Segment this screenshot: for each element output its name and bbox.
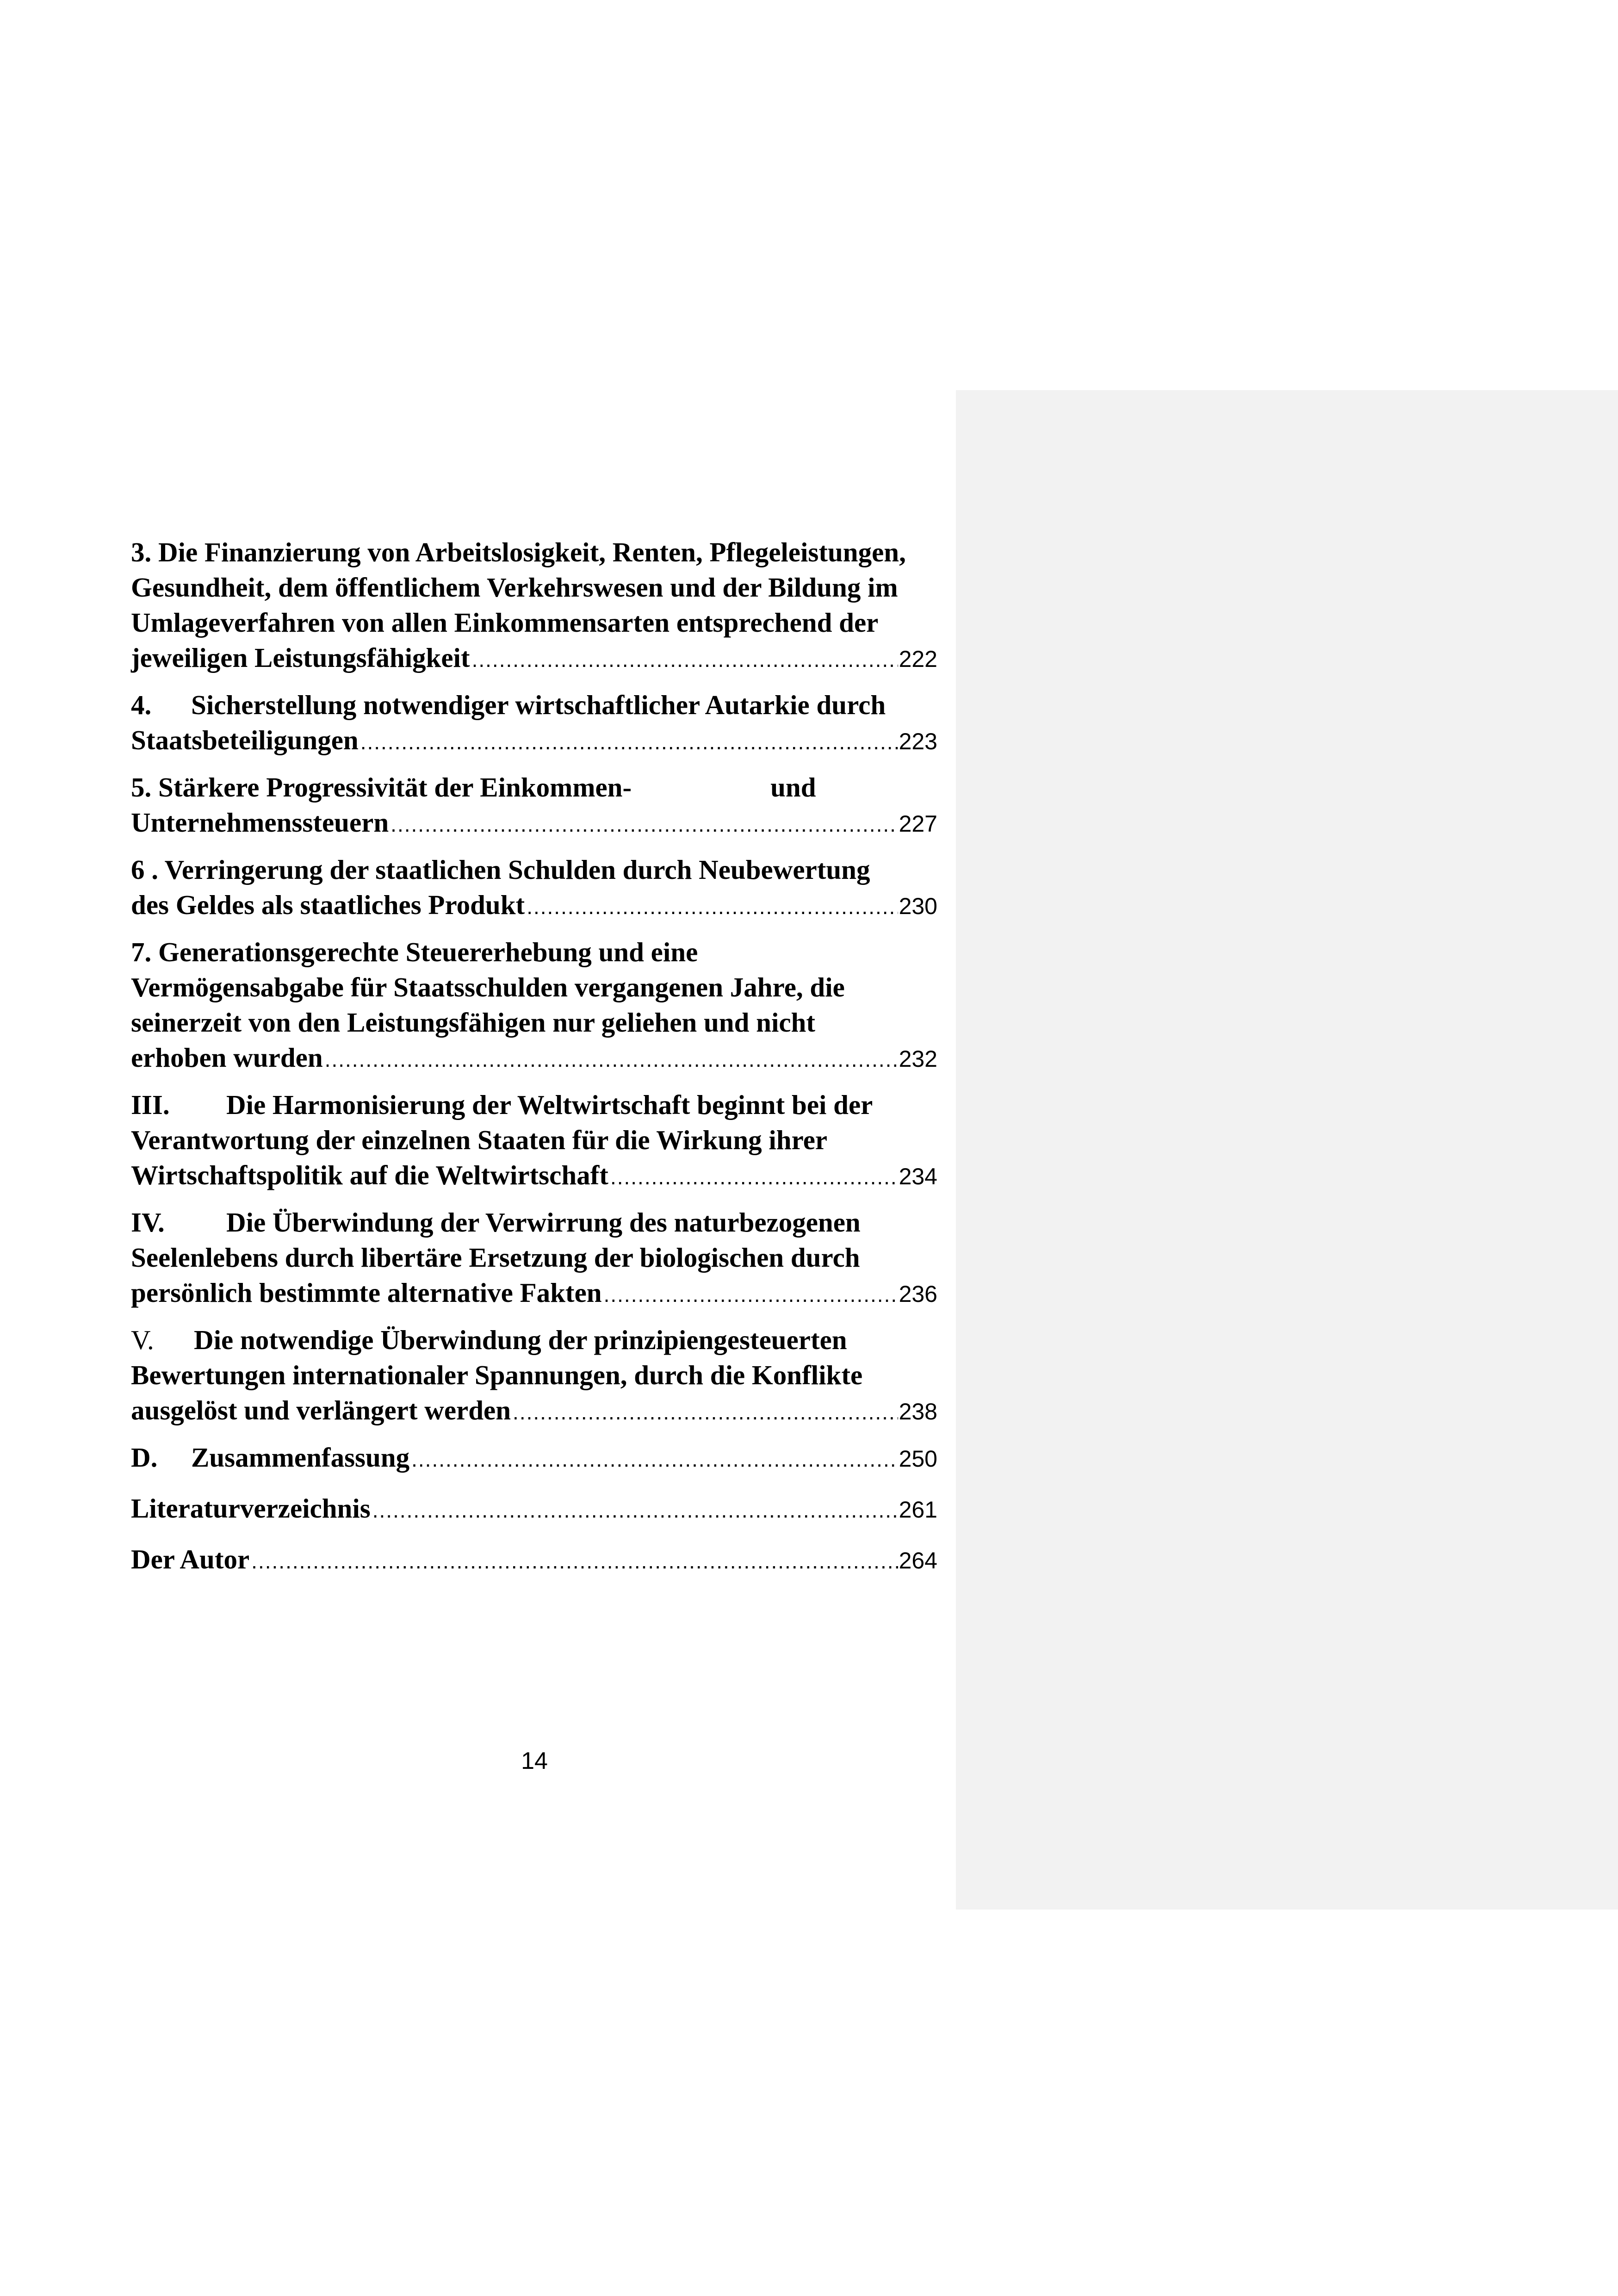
- toc-entry-6-line-2: des Geldes als staatliches Produkt: [131, 890, 525, 920]
- toc-entry-D-number: D.: [131, 1442, 158, 1473]
- toc-entry-6-page: 230: [899, 893, 937, 919]
- toc-entry-literaturverzeichnis-line: [131, 1491, 937, 1528]
- toc-entry-III-number: III.: [131, 1089, 170, 1120]
- toc-entry-III-title: Die Harmonisierung der Weltwirtschaft beginnt bei der: [226, 1089, 873, 1120]
- toc-entry-5-title: 5. Stärkere Progressivität der Einkommen-: [131, 772, 632, 803]
- toc-entry-3-last-line: [131, 640, 937, 677]
- toc-entry-7-line-2: Vermögensabgabe für Staatsschulden vergangenen Jahre, die: [131, 972, 845, 1002]
- toc-entry-III[interactable]: [131, 1087, 937, 1195]
- toc-entry-5-page: 227: [899, 811, 937, 837]
- toc-entry-D-line: [131, 1440, 937, 1477]
- toc-entry-IV-number: IV.: [131, 1207, 165, 1238]
- toc-entry-7-line-3: seinerzeit von den Leistungsfähigen nur geliehen und nicht: [131, 1007, 816, 1038]
- dot-leader: [391, 807, 898, 842]
- toc-entry-5-line-1: [131, 770, 937, 805]
- toc-entry-4-line-2: Staatsbeteiligungen: [131, 725, 359, 755]
- toc-entry-der-autor-page: 264: [899, 1548, 937, 1574]
- toc-entry-3-page: 222: [899, 646, 937, 672]
- dot-leader: [411, 1442, 898, 1477]
- toc-entry-IV-line-3: persönlich bestimmte alternative Fakten: [131, 1277, 602, 1308]
- toc-entry-7[interactable]: [131, 934, 937, 1077]
- dot-leader: [610, 1159, 898, 1195]
- toc-entry-III-line-1: [131, 1087, 937, 1122]
- toc-entry-D-label: [131, 1440, 409, 1475]
- toc-entry-5-line-2: Unternehmenssteuern: [131, 807, 389, 838]
- toc-entry-7-line-4: erhoben wurden: [131, 1042, 323, 1073]
- toc-entry-IV-line-2: Seelenlebens durch libertäre Ersetzung der biologischen durch: [131, 1242, 860, 1273]
- toc-entry-literaturverzeichnis[interactable]: [131, 1491, 937, 1528]
- dot-leader: [513, 1394, 898, 1430]
- toc-entry-V-number: V.: [131, 1325, 154, 1355]
- toc-entry-7-line-1: 7. Generationsgerechte Steuererhebung und eine: [131, 937, 698, 967]
- dot-leader: [472, 642, 898, 677]
- toc-entry-4[interactable]: [131, 687, 937, 759]
- toc-entry-4-number: 4.: [131, 690, 152, 720]
- toc-entry-literaturverzeichnis-page: 261: [899, 1497, 937, 1523]
- toc-entry-III-line-2: Verantwortung der einzelnen Staaten für die Wirkung ihrer: [131, 1125, 828, 1155]
- page-number: 14: [521, 1748, 548, 1774]
- toc-entry-literaturverzeichnis-title: Literaturverzeichnis: [131, 1493, 371, 1524]
- toc-entry-der-autor[interactable]: [131, 1542, 937, 1579]
- toc-entry-III-page: 234: [899, 1164, 937, 1189]
- dot-leader: [360, 724, 898, 759]
- toc-entry-IV-last-line: [131, 1275, 937, 1312]
- toc-entry-6-line-1: 6 . Verringerung der staatlichen Schulden durch Neubewertung: [131, 854, 870, 885]
- toc-entry-der-autor-line: [131, 1542, 937, 1579]
- toc-entry-4-title: Sicherstellung notwendiger wirtschaftlicher Autarkie durch: [191, 690, 886, 720]
- toc-entry-3-line-4: jeweiligen Leistungsfähigkeit: [131, 642, 470, 673]
- toc-entry-5-last-line: [131, 805, 937, 842]
- toc-entry-D-title: Zusammenfassung: [191, 1442, 410, 1473]
- toc-entry-V-line-2: Bewertungen internationaler Spannungen, durch die Konflikte: [131, 1360, 863, 1390]
- toc-entry-5-und: und: [770, 772, 816, 803]
- toc-entry-3-line-3: Umlageverfahren von allen Einkommensarten entsprechend der: [131, 607, 879, 638]
- toc-entry-6-last-line: [131, 887, 937, 924]
- dot-leader: [604, 1277, 898, 1312]
- toc-entry-V-title: Die notwendige Überwindung der prinzipiengesteuerten: [194, 1325, 847, 1355]
- toc-entry-III-line-3: Wirtschaftspolitik auf die Weltwirtschaft: [131, 1160, 608, 1190]
- comment-pane: [956, 390, 1618, 1910]
- dot-leader: [372, 1493, 898, 1528]
- toc-entry-5[interactable]: [131, 770, 937, 842]
- toc-entry-IV[interactable]: [131, 1205, 937, 1312]
- toc-entry-4-line-1: [131, 687, 937, 722]
- toc-entry-3[interactable]: [131, 535, 937, 677]
- toc-entry-IV-title: Die Überwindung der Verwirrung des naturbezogenen: [226, 1207, 861, 1238]
- toc-entry-V-last-line: [131, 1393, 937, 1430]
- toc-entry-3-line-1: 3. Die Finanzierung von Arbeitslosigkeit, Renten, Pflegeleistungen,: [131, 537, 906, 567]
- dot-leader: [527, 889, 898, 924]
- toc-entry-D[interactable]: [131, 1440, 937, 1477]
- toc-entry-III-last-line: [131, 1157, 937, 1195]
- toc-entry-D-page: 250: [899, 1446, 937, 1472]
- dot-leader: [251, 1543, 898, 1579]
- toc-entry-IV-line-1: [131, 1205, 937, 1240]
- toc-entry-4-last-line: [131, 722, 937, 759]
- toc-entry-IV-page: 236: [899, 1281, 937, 1307]
- toc-entry-V[interactable]: [131, 1322, 937, 1430]
- toc-entry-V-page: 238: [899, 1399, 937, 1425]
- toc-entry-V-line-1: [131, 1322, 937, 1357]
- toc-entry-der-autor-title: Der Autor: [131, 1544, 250, 1574]
- toc-entry-V-line-3: ausgelöst und verlängert werden: [131, 1395, 511, 1425]
- toc-entry-7-last-line: [131, 1040, 937, 1077]
- toc-entry-3-line-2: Gesundheit, dem öffentlichem Verkehrswesen und der Bildung im: [131, 572, 898, 603]
- toc-entry-6[interactable]: [131, 852, 937, 924]
- table-of-contents: [131, 535, 937, 1593]
- toc-entry-7-page: 232: [899, 1046, 937, 1072]
- toc-entry-4-page: 223: [899, 728, 937, 754]
- dot-leader: [325, 1042, 898, 1077]
